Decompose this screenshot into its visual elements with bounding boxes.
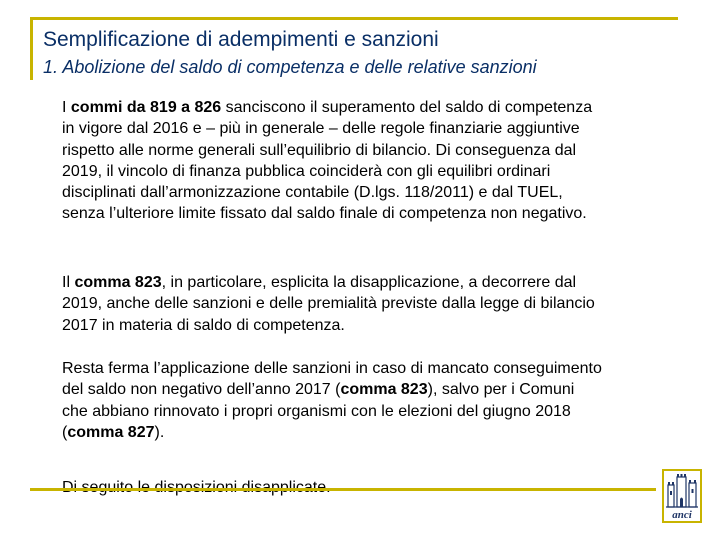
p3-text-1: Resta ferma l’applicazione delle sanzioni in caso di mancato conseguimento del saldo non negativo dell’anno 2017 ( xyxy=(62,360,602,399)
p1-text-1: I xyxy=(62,99,71,116)
anci-tower-icon xyxy=(664,471,700,521)
p3-bold-1: comma 823 xyxy=(340,381,428,399)
anci-logo xyxy=(662,469,702,523)
frame-left-line xyxy=(30,17,33,80)
anci-logo-text: anci xyxy=(672,509,692,521)
slide-title: Semplificazione di adempimenti e sanzioni xyxy=(43,28,439,51)
p2-text-2: , in particolare, esplicita la disapplicazione, a decorrere dal 2019, anche delle sanzioni e delle premialità previste dalla legge di bilancio 2017 in materia di saldo di competenza. xyxy=(62,274,595,334)
p1-bold-1: commi da 819 a 826 xyxy=(70,99,222,116)
p2-text-1: Il xyxy=(62,274,75,291)
paragraph-sanzioni-2017 xyxy=(62,358,602,443)
frame-bottom-line xyxy=(30,488,656,491)
paragraph-comma-823 xyxy=(62,272,602,336)
paragraph-commi-819-826 xyxy=(62,97,602,225)
p2-bold-1: comma 823 xyxy=(74,274,162,291)
slide-subtitle: 1. Abolizione del saldo di competenza e delle relative sanzioni xyxy=(43,57,537,77)
p3-text-2: ), salvo per i Comuni che abbiano rinnovato i propri organismi con le elezioni del giugno 2018 ( xyxy=(62,381,575,441)
p1-text-2: sanciscono il superamento del saldo di competenza in vigore dal 2016 e – più in generale – delle regole finanziarie aggiuntive rispetto alle norme generali sull’equilibrio di bilancio. Di conseguenza dal 2019, il vincolo di finanza pubblica coinciderà con gli equilibri ordinari disciplinati dall’armonizzazione contabile (D.lgs. 118/2011) e dal TUEL, senza l’ulteriore limite fissato dal saldo finale di competenza non negativo. xyxy=(62,99,593,223)
p3-bold-2: comma 827 xyxy=(67,423,155,441)
frame-top-line xyxy=(30,17,678,20)
p3-text-3: ). xyxy=(154,423,165,441)
